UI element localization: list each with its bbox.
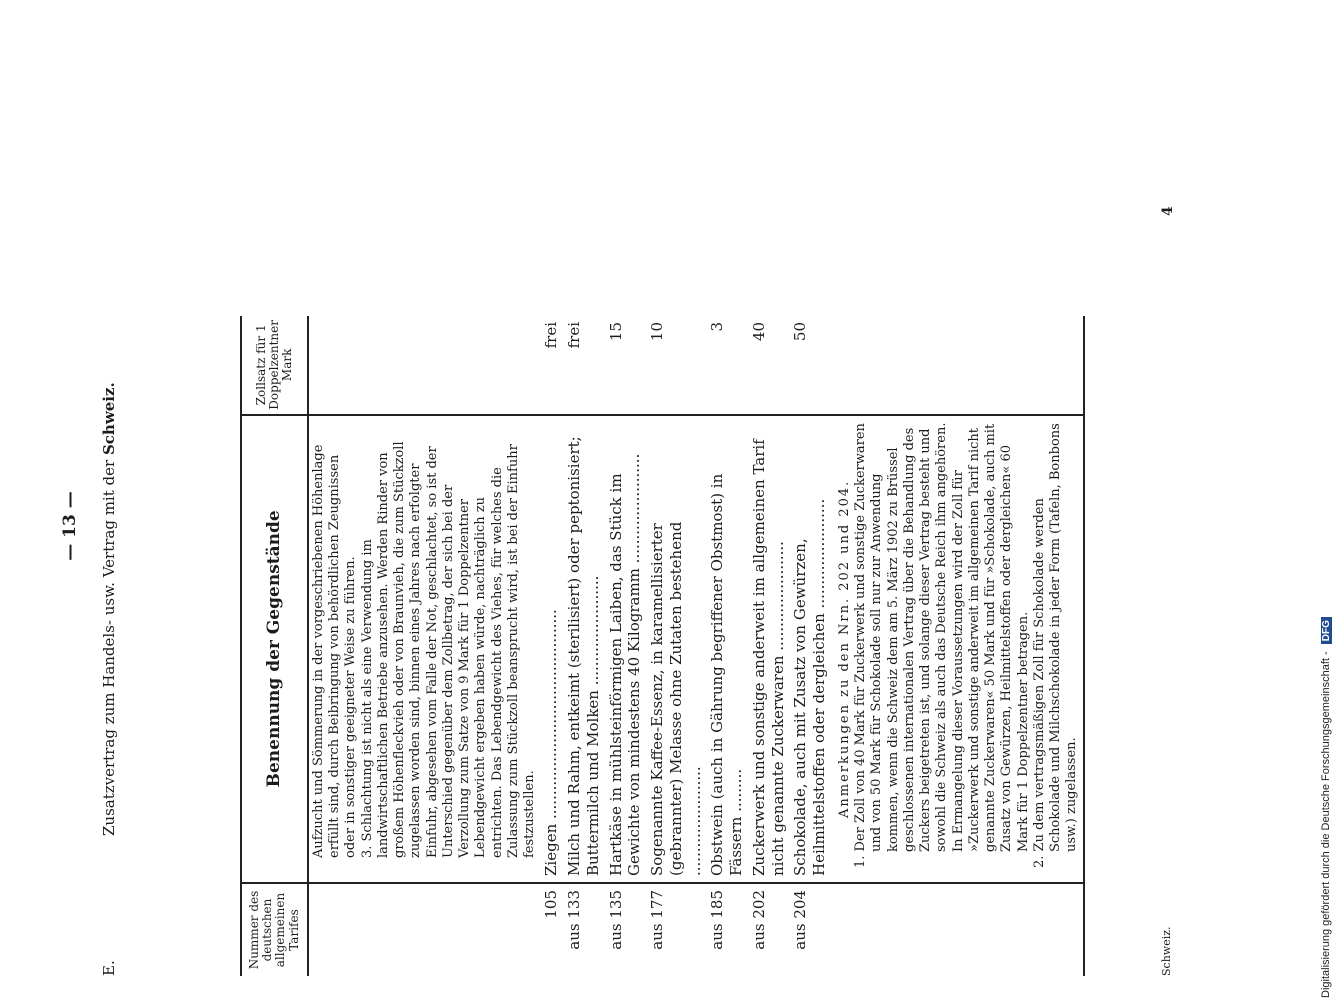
row-number: aus 135 [606, 890, 625, 950]
page-number: — 13 — [60, 491, 80, 561]
footer-country: Schweiz. [1160, 926, 1173, 976]
row-description: Hartkäse in mühlsteinförmigen Laiben, das Stück im Gewichte von mindestens 40 Kilogramm ....................... [605, 415, 647, 883]
row-number: aus 133 [565, 890, 583, 950]
row-duty: 3 [708, 322, 727, 332]
row-duty: frei [542, 322, 561, 349]
tariff-table [240, 316, 1085, 976]
row-description: Sogenannte Kaffee-Essenz, in karamellisierter (gebrannter) Melasse ohne Zutaten bestehend ....................... [646, 415, 706, 883]
continuation-text: Aufzucht und Sömmerung in der vorgeschriebenen Höhenlage erfüllt sind, durch Beibringung von behördlichen Zeugnissen oder in sonstiger geeigneter Weise zu führen. [310, 444, 359, 858]
title-prefix: Zusatzvertrag zum Handels- usw. Vertrag mit der [100, 459, 118, 836]
column-header-number: Nummer des deutschen allgemeinen Tarifes [241, 883, 308, 976]
table-row [748, 316, 790, 976]
row-duty: 40 [749, 322, 768, 342]
row-description: Milch und Rahm, entkeimt (sterilisiert) oder peptonisiert; Buttermilch und Molken ....................... [563, 415, 605, 883]
credit-text: Digitalisierung gefördert durch die Deutsche Forschungsgemeinschaft - [1320, 651, 1332, 998]
footer-page-number: 4 [1160, 206, 1176, 216]
row-duty: 10 [648, 322, 666, 342]
table-row [706, 316, 748, 976]
row-number: aus 185 [708, 890, 727, 950]
row-number: 105 [542, 890, 561, 919]
digitization-credit [1300, 8, 1332, 998]
continuation-note-3: 3. Schlachtung ist nicht als eine Verwendung im landwirtschaftlichen Betriebe anzusehen. Werden Rinder von großem Höhenfleckvieh oder von Braunvieh, die zum Stückzoll zugelassen worden sind, binnen eines Jahres nach erfolgter Einfuhr, abgesehen vom Falle der Not, geschlachtet, so ist der Unterschied gegenüber dem Zollbetrag, der sich bei der Verzollung zum Satze von 9 Mark für 1 Doppelzentner Lebendgewicht ergeben haben würde, nachträglich zu entrichten. Das Lebendgewicht des Viehes, für welches die Zulassung zum Stückzoll beansprucht wird, ist bei der Einfuhr festzustellen. [359, 441, 537, 858]
table-row [646, 316, 706, 976]
row-duty: 15 [606, 322, 625, 342]
row-number: aus 204 [791, 890, 810, 950]
credit-line [1320, 617, 1332, 998]
column-header-description: Benennung der Gegenstände [241, 415, 308, 883]
note-1: 1. Der Zoll von 40 Mark für Zuckerwerk und sonstige Zuckerwaren und von 50 Mark für Schokolade soll nur zur Anwendung kommen, wenn die Schweiz dem am 5. März 1902 zu Brüssel geschlossenen internationalen Vertrag über die Behandlung des Zuckers beigetreten ist, und solange dieser Vertrag besteht und sowohl die Schweiz als auch das Deutsche Reich ihm angehören. In Ermangelung dieser Voraussetzungen wird der Zoll für »Zuckerwerk und sonstige anderweit im allgemeinen Tarif nicht genannte Zuckerwaren« 50 Mark und für »Schokolade, auch mit Zusatz von Gewürzen, Heilmittelstoffen oder dergleichen« 60 Mark für 1 Doppelzentner betragen. [853, 422, 1031, 868]
title-country: Schweiz. [100, 382, 118, 456]
row-description: Schokolade, auch mit Zusatz von Gewürzen, Heilmittelstoffen oder dergleichen ....................... [789, 415, 831, 883]
column-header-duty: Zollsatz für 1 Doppelzentner Mark [241, 316, 308, 415]
section-letter: E. [100, 960, 118, 976]
table-row [605, 316, 647, 976]
table-row [789, 316, 831, 976]
table-row [563, 316, 605, 976]
row-number: aus 177 [648, 890, 666, 950]
row-description: Obstwein (auch in Gährung begriffener Obstmost) in Fässern ......... [706, 415, 748, 883]
note-2: 2. Zu dem vertragsmäßigen Zoll für Schokolade werden Schokolade und Milchschokolade in jeder Form (Tafeln, Bonbons usw.) zugelassen. [1031, 423, 1080, 868]
row-number: aus 202 [749, 890, 768, 950]
row-duty: frei [565, 322, 583, 349]
table-row [540, 316, 563, 976]
row-description: Zuckerwerk und sonstige anderweit im allgemeinen Tarif nicht genannte Zuckerwaren ....................... [748, 415, 790, 883]
rotated-page [40, 76, 1180, 976]
dfg-logo: DFG [1321, 617, 1332, 644]
row-duty: 50 [791, 322, 810, 342]
page-title [100, 382, 118, 836]
row-description: Ziegen ............................................ [540, 415, 563, 883]
notes-heading: Anmerkungen zu den Nrn. 202 und 204. [836, 479, 852, 819]
